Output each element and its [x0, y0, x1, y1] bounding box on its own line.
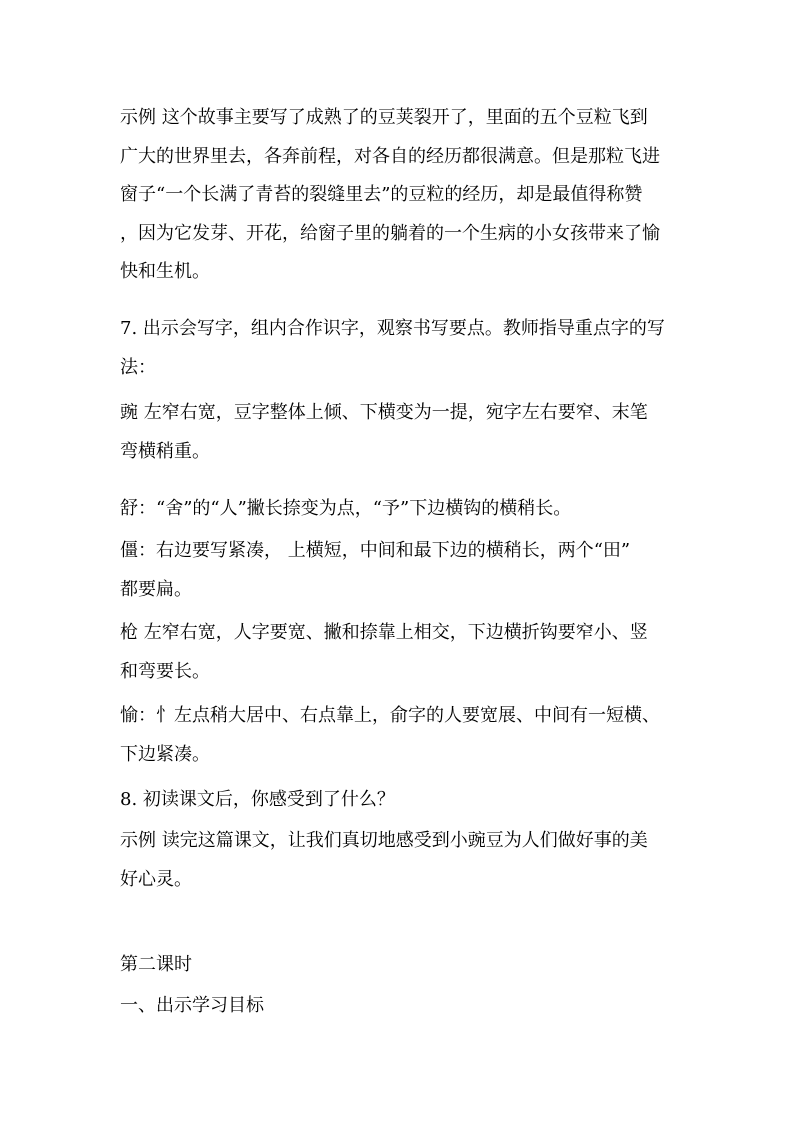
text-line-1: 示例 这个故事主要写了成熟了的豆荚裂开了，里面的五个豆粒飞到 — [120, 107, 648, 128]
text-line-5: 快和生机。 — [120, 261, 210, 282]
text-line-4: ，因为它发芽、开花，给窗子里的躺着的一个生病的小女孩带来了愉 — [120, 223, 660, 244]
text-line-9: 弯横稍重。 — [120, 441, 210, 462]
text-line-7: 法： — [120, 357, 156, 378]
text-line-19: 好心灵。 — [120, 869, 192, 890]
section-heading: 第二课时 — [120, 954, 192, 975]
text-line-10: 舒：“舍”的“人”撇长捺变为点，“予”下边横钩的横稍长。 — [120, 498, 572, 519]
text-line-12: 都要扁。 — [120, 579, 192, 600]
text-line-14: 和弯要长。 — [120, 661, 210, 682]
text-line-3: 窗子“一个长满了青苔的裂缝里去”的豆粒的经历，却是最值得称赞 — [120, 184, 643, 205]
text-line-15: 愉：忄左点稍大居中、右点靠上，俞字的人要宽展、中间有一短横、 — [120, 705, 660, 726]
text-line-6: 7. 出示会写字，组内合作识字，观察书写要点。教师指导重点字的写 — [120, 318, 665, 339]
text-line-8: 豌 左窄右宽，豆字整体上倾、下横变为一提，宛字左右要窄、末笔 — [120, 402, 648, 423]
text-line-2: 广大的世界里去，各奔前程，对各自的经历都很满意。但是那粒飞进 — [120, 146, 660, 167]
text-line-17: 8. 初读课文后，你感受到了什么？ — [120, 789, 395, 810]
text-line-16: 下边紧凑。 — [120, 744, 210, 765]
text-line-18: 示例 读完这篇课文，让我们真切地感受到小豌豆为人们做好事的美 — [120, 830, 648, 851]
subheading: 一、出示学习目标 — [120, 995, 264, 1016]
text-line-11: 僵：右边要写紧凑， 上横短，中间和最下边的横稍长，两个“田” — [120, 540, 631, 561]
text-line-13: 枪 左窄右宽，人字要宽、撇和捺靠上相交，下边横折钩要窄小、竖 — [120, 622, 648, 643]
